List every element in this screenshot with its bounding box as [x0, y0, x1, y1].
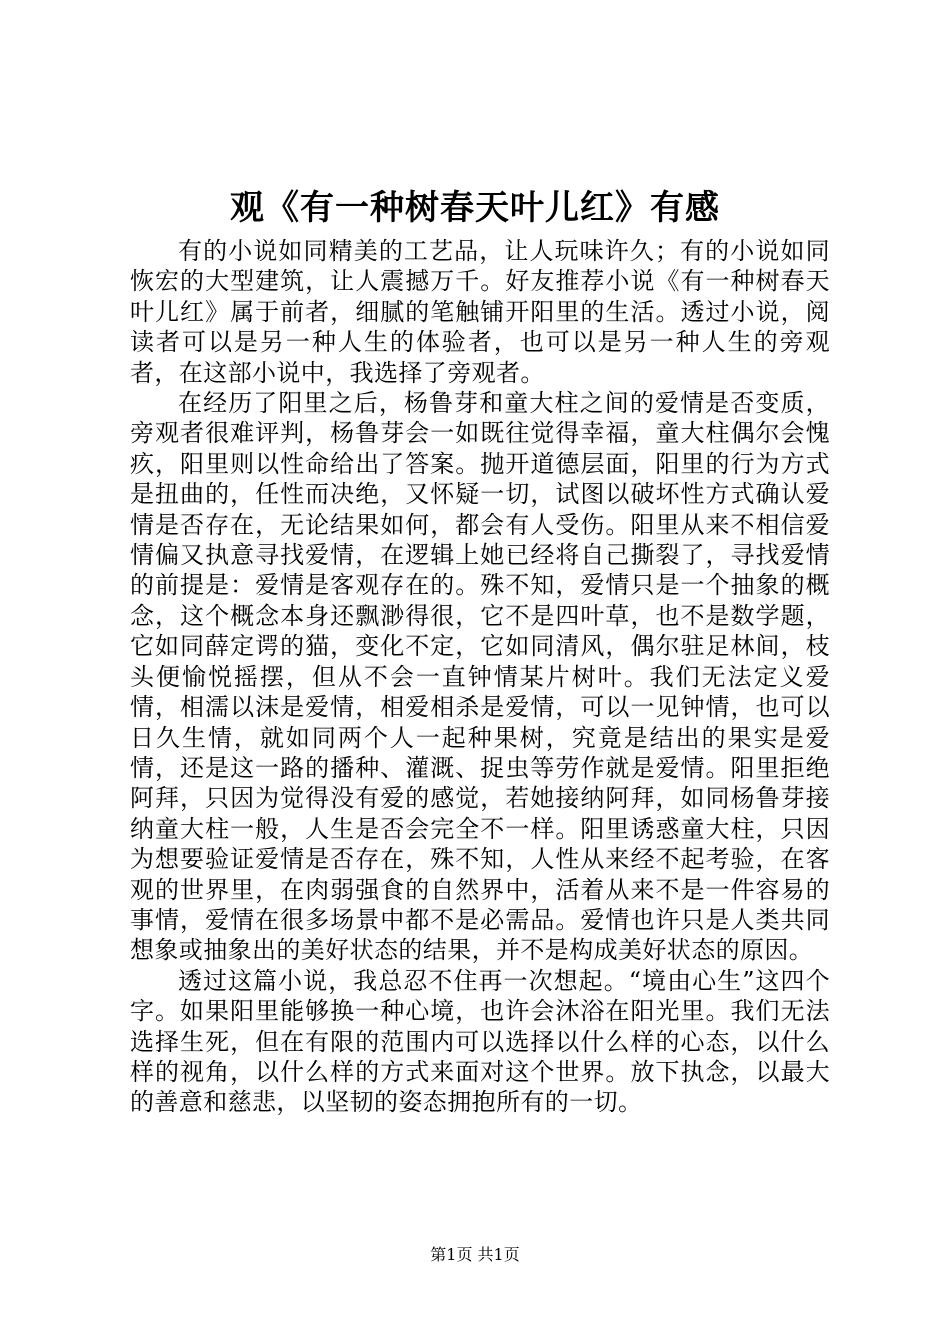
- paragraph-analysis: 在经历了阳里之后，杨鲁芽和童大柱之间的爱情是否变质，旁观者很难评判，杨鲁芽会一如既往觉得幸福，童大柱偶尔会愧疚，阳里则以性命给出了答案。抛开道德层面，阳里的行为方式是扭曲的，任性而决绝，又怀疑一切，试图以破坏性方式确认爱情是否存在，无论结果如何，都会有人受伤。阳里从来不相信爱情偏又执意寻找爱情，在逻辑上她已经将自己撕裂了，寻找爱情的前提是：爱情是客观存在的。殊不知，爱情只是一个抽象的概念，这个概念本身还飘渺得很，它不是四叶草，也不是数学题，它如同薛定谔的猫，变化不定，它如同清风，偶尔驻足林间，枝头便愉悦摇摆，但从不会一直钟情某片树叶。我们无法定义爱情，相濡以沫是爱情，相爱相杀是爱情，可以一见钟情，也可以日久生情，就如同两个人一起种果树，究竟是结出的果实是爱情，还是这一路的播种、灌溉、捉虫等劳作就是爱情。阳里拒绝阿拜，只因为觉得没有爱的感觉，若她接纳阿拜，如同杨鲁芽接纳童大柱一般，人生是否会完全不一样。阳里诱惑童大柱，只因为想要验证爱情是否存在，殊不知，人性从来经不起考验，在客观的世界里，在肉弱强食的自然界中，活着从来不是一件容易的事情，爱情在很多场景中都不是必需品。爱情也许只是人类共同想象或抽象出的美好状态的结果，并不是构成美好状态的原因。: [130, 389, 830, 965]
- page-footer: 第1页 共1页: [430, 1245, 520, 1264]
- document-body: [130, 236, 830, 1118]
- paragraph-intro: 有的小说如同精美的工艺品，让人玩味许久；有的小说如同恢宏的大型建筑，让人震撼万千。好友推荐小说《有一种树春天叶儿红》属于前者，细腻的笔触铺开阳里的生活。透过小说，阅读者可以是另一种人生的体验者，也可以是另一种人生的旁观者，在这部小说中，我选择了旁观者。: [130, 237, 830, 387]
- document-title: 观《有一种树春天叶儿红》有感: [230, 188, 720, 228]
- paragraph-conclusion: 透过这篇小说，我总忍不住再一次想起。“境由心生”这四个字。如果阳里能够换一种心境，也许会沐浴在阳光里。我们无法选择生死，但在有限的范围内可以选择以什么样的心态，以什么样的视角，以什么样的方式来面对这个世界。放下执念，以最大的善意和慈悲，以坚韧的姿态拥抱所有的一切。: [130, 966, 830, 1117]
